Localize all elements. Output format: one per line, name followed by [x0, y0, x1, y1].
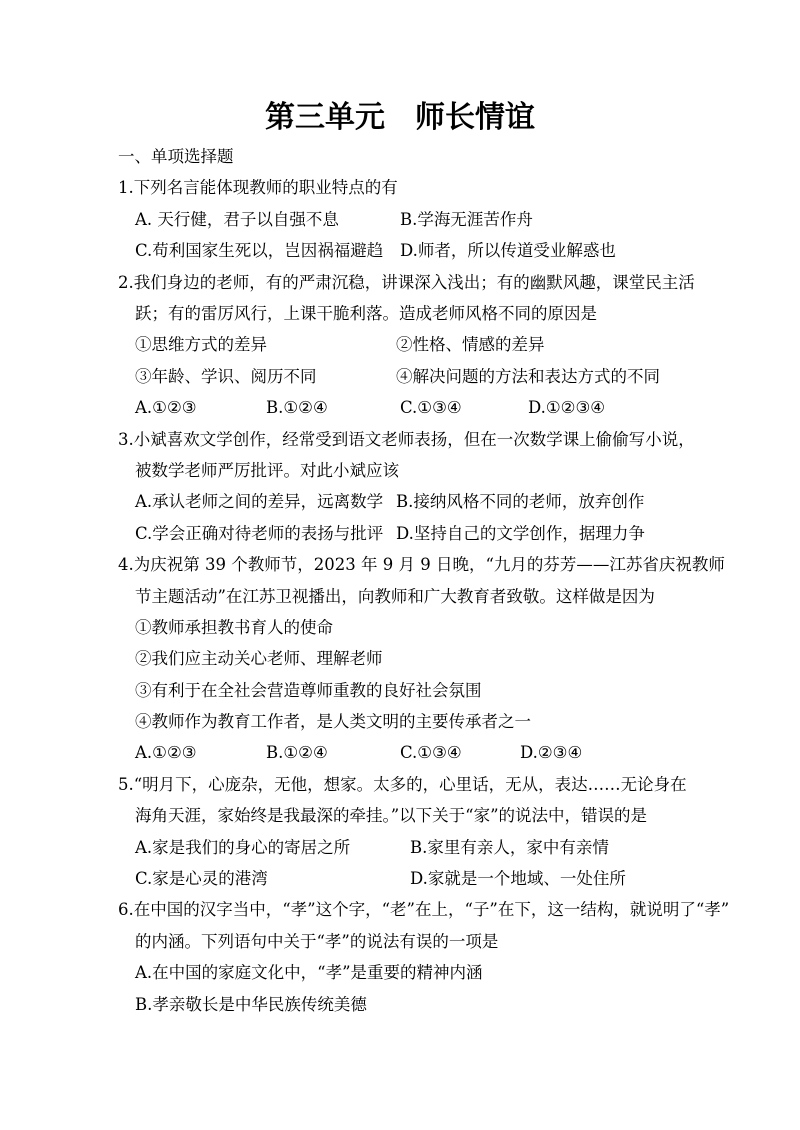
- question-1-option-c: C.苟利国家生死以，岂因祸福避趋: [135, 241, 384, 260]
- question-2-statement-2: ②性格、情感的差异: [396, 335, 545, 354]
- question-5-option-a: A.家是我们的身心的寄居之所: [135, 838, 351, 857]
- question-2-stem-line-2: 跃；有的雷厉风行，上课干脆利落。造成老师风格不同的原因是: [135, 304, 597, 323]
- question-6-option-a: A.在中国的家庭文化中，“孝”是重要的精神内涵: [135, 963, 483, 982]
- question-5-stem-line-1: 5.“明月下，心庞杂，无他，想家。太多的，心里话，无从，表达……无论身在: [118, 775, 687, 794]
- page-title: 第三单元 师长情谊: [265, 100, 535, 135]
- question-4-statement-1: ①教师承担教书育人的使命: [135, 618, 333, 637]
- question-1-option-a: A. 天行健，君子以自强不息: [135, 210, 339, 229]
- question-4-stem-line-2: 节主题活动”在江苏卫视播出，向教师和广大教育者致敬。这样做是因为: [135, 587, 655, 606]
- question-4-option-b: B.①②④: [266, 743, 328, 762]
- question-4-option-d: D.②③④: [520, 743, 583, 762]
- question-2-statement-1: ①思维方式的差异: [135, 335, 267, 354]
- question-2-option-d: D.①②③④: [528, 398, 606, 417]
- question-1-option-b: B.学海无涯苦作舟: [400, 210, 533, 229]
- question-1-stem: 1.下列名言能体现教师的职业特点的有: [118, 178, 398, 197]
- question-2-statement-3: ③年龄、学识、阅历不同: [135, 367, 317, 386]
- question-3-stem-line-1: 3.小斌喜欢文学创作，经常受到语文老师表扬，但在一次数学课上偷偷写小说，: [118, 430, 695, 449]
- question-4-option-a: A.①②③: [135, 743, 197, 762]
- question-3-stem-line-2: 被数学老师严厉批评。对此小斌应该: [135, 461, 399, 480]
- question-4-stem-line-1: 4.为庆祝第 39 个教师节，2023 年 9 月 9 日晚，“九月的芬芳——江苏省庆祝教师: [118, 555, 725, 574]
- question-2-statement-4: ④解决问题的方法和表达方式的不同: [396, 367, 660, 386]
- question-2-option-b: B.①②④: [266, 398, 328, 417]
- question-6-option-b: B.孝亲敬长是中华民族传统美德: [135, 995, 367, 1014]
- section-heading: 一、单项选择题: [118, 147, 234, 166]
- question-6-stem-line-2: 的内涵。下列语句中关于“孝”的说法有误的一项是: [135, 932, 499, 951]
- question-4-option-c: C.①③④: [400, 743, 462, 762]
- question-1-option-d: D.师者，所以传道受业解惑也: [400, 241, 616, 260]
- question-5-option-d: D.家就是一个地域、一处住所: [410, 869, 626, 888]
- question-3-option-c: C.学会正确对待老师的表扬与批评: [135, 524, 384, 543]
- question-3-option-a: A.承认老师之间的差异，远离数学: [135, 492, 384, 511]
- question-3-option-d: D.坚持自己的文学创作，据理力争: [396, 524, 645, 543]
- question-5-option-b: B.家里有亲人，家中有亲情: [410, 838, 609, 857]
- question-5-option-c: C.家是心灵的港湾: [135, 869, 268, 888]
- question-4-statement-3: ③有利于在全社会营造尊师重教的良好社会氛围: [135, 681, 482, 700]
- question-4-statement-2: ②我们应主动关心老师、理解老师: [135, 649, 383, 668]
- question-4-statement-4: ④教师作为教育工作者，是人类文明的主要传承者之一: [135, 712, 531, 731]
- question-2-option-c: C.①③④: [400, 398, 462, 417]
- question-5-stem-line-2: 海角天涯，家始终是我最深的牵挂。”以下关于“家”的说法中，错误的是: [135, 806, 648, 825]
- question-3-option-b: B.接纳风格不同的老师，放弃创作: [396, 492, 645, 511]
- question-2-option-a: A.①②③: [135, 398, 197, 417]
- question-6-stem-line-1: 6.在中国的汉字当中，“孝”这个字，“老”在上，“子”在下，这一结构，就说明了“孝”: [118, 900, 730, 919]
- question-2-stem-line-1: 2.我们身边的老师，有的严肃沉稳，讲课深入浅出；有的幽默风趣，课堂民主活: [118, 273, 695, 292]
